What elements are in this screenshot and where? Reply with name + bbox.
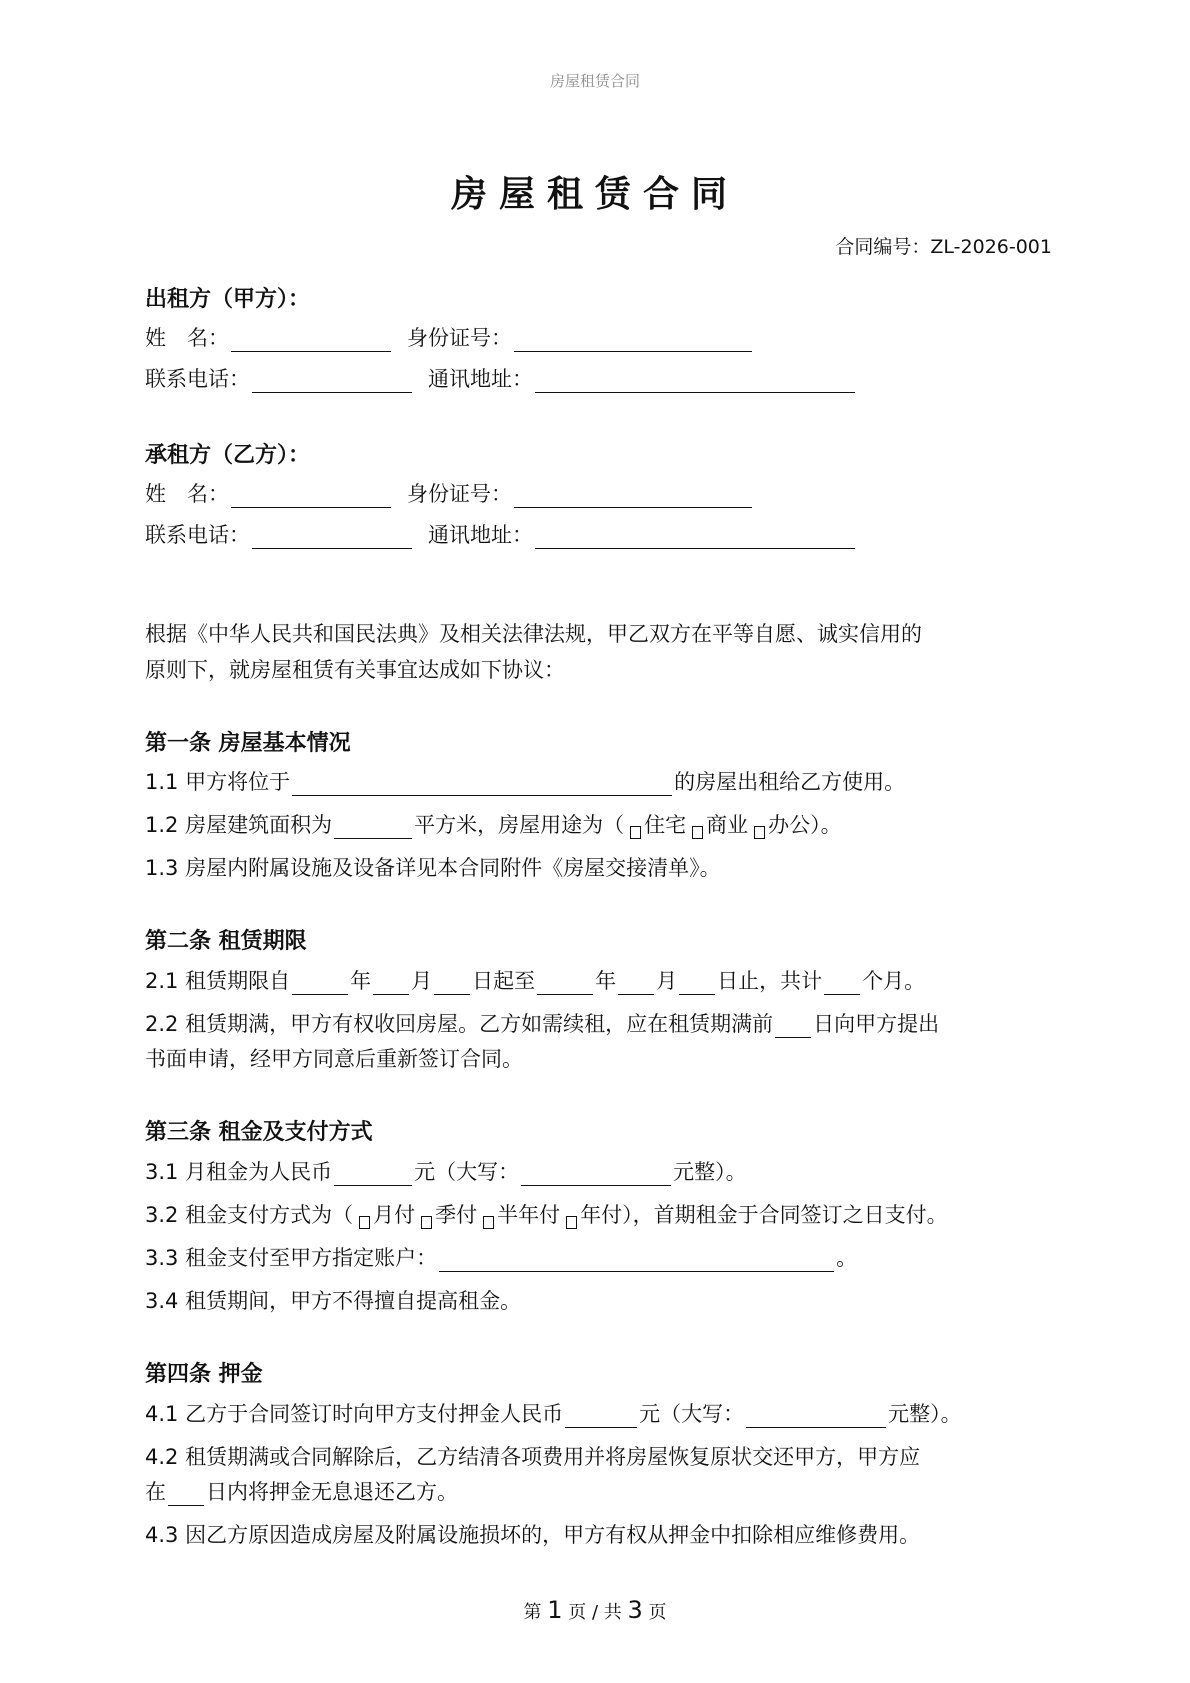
article-4-heading: 第四条 押金 [145,1362,263,1387]
term-months-field[interactable] [824,974,860,995]
month-label: 月 [656,969,678,993]
month-label: 月 [411,969,433,993]
lessee-phone-field[interactable] [252,528,412,549]
clause-3-1-text-c: 元整）。 [673,1160,747,1184]
clause-4-1-text-b: 元（大写： [639,1402,745,1426]
lessor-phone-field[interactable] [252,372,412,393]
end-month-field[interactable] [618,974,654,995]
contract-number: 合同编号：ZL-2026-001 [835,236,1052,258]
lessor-id-label: 身份证号： [407,326,512,350]
clause-1-1 [145,766,905,796]
lessor-name-label: 姓 名： [145,326,229,350]
renewal-days-field[interactable] [775,1017,811,1038]
lessor-address-label: 通讯地址： [428,367,533,391]
clause-3-1-text-a: 3.1 月租金为人民币 [145,1160,333,1184]
current-page-number: 1 [547,1596,563,1624]
checkbox-office[interactable] [754,826,765,839]
clause-3-4: 3.4 租赁期间，甲方不得擅自提高租金。 [145,1289,522,1313]
clause-3-3 [145,1242,857,1272]
property-location-field[interactable] [292,775,672,796]
clause-3-2-text-b: ），首期租金于合同签订之日支付。 [622,1203,948,1227]
article-2-heading: 第二条 租赁期限 [145,929,307,954]
start-year-field[interactable] [292,974,348,995]
year-label: 年 [350,969,372,993]
clause-2-2-text-a: 2.2 租赁期满，甲方有权收回房屋。乙方如需续租，应在租赁期满前 [145,1012,774,1036]
checkbox-residential[interactable] [630,826,641,839]
lessor-id-field[interactable] [514,331,752,352]
checkbox-monthly[interactable] [359,1216,370,1229]
lessor-name-field[interactable] [231,331,391,352]
end-year-field[interactable] [537,974,593,995]
clause-3-2-text-a: 3.2 租金支付方式为（ [145,1203,354,1227]
clause-4-1 [145,1398,962,1428]
lessor-name-row [145,322,754,352]
clause-2-1-text-d: 个月。 [862,969,926,993]
clause-2-1-text-c: 日止，共计 [717,969,823,993]
checkbox-semiannual[interactable] [483,1216,494,1229]
clause-1-1-text-a: 1.1 甲方将位于 [145,770,291,794]
article-3-heading: 第三条 租金及支付方式 [145,1120,373,1145]
clause-2-2-cont: 书面申请，经甲方同意后重新签订合同。 [145,1047,523,1071]
lessee-name-label: 姓 名： [145,482,229,506]
option-residential-label: 住宅 [644,813,687,837]
clause-3-2 [145,1199,948,1229]
page-header: 房屋租赁合同 [549,72,640,90]
clause-2-2 [145,1008,939,1038]
option-monthly-label: 月付 [373,1203,416,1227]
deposit-words-field[interactable] [746,1407,886,1428]
checkbox-annual[interactable] [566,1216,577,1229]
checkbox-quarterly[interactable] [421,1216,432,1229]
lessor-phone-label: 联系电话： [145,367,250,391]
lessee-contact-row [145,519,857,549]
intro-line-1: 根据《中华人民共和国民法典》及相关法律法规，甲乙双方在平等自愿、诚实信用的 [145,622,922,646]
lessee-id-label: 身份证号： [407,482,512,506]
lessee-id-field[interactable] [514,487,752,508]
option-quarterly-label: 季付 [435,1203,478,1227]
clause-2-1-text-a: 2.1 租赁期限自 [145,969,291,993]
clause-1-3: 1.3 房屋内附属设施及设备详见本合同附件《房屋交接清单》。 [145,856,721,880]
option-office-label: 办公 [768,813,811,837]
clause-3-1 [145,1156,747,1186]
clause-4-2-cont [145,1476,458,1506]
lessee-address-field[interactable] [535,528,855,549]
clause-4-2: 4.2 租赁期满或合同解除后，乙方结清各项费用并将房屋恢复原状交还甲方，甲方应 [145,1445,921,1469]
clause-4-2-text-c: 日内将押金无息退还乙方。 [206,1480,458,1504]
page-footer [0,1596,1190,1624]
clause-3-1-text-b: 元（大写： [414,1160,520,1184]
refund-days-field[interactable] [168,1485,204,1506]
option-commercial-label: 商业 [706,813,749,837]
article-1-heading: 第一条 房屋基本情况 [145,731,351,756]
clause-1-2-text-c: ）。 [810,813,842,837]
monthly-rent-field[interactable] [334,1165,412,1186]
footer-suffix: 页 [648,1602,667,1623]
lessee-name-field[interactable] [231,487,391,508]
lessee-name-row [145,478,754,508]
clause-1-2-text-b: 平方米，房屋用途为（ [414,813,625,837]
lessee-address-label: 通讯地址： [428,523,533,547]
clause-2-2-text-b: 日向甲方提出 [813,1012,940,1036]
clause-4-1-text-c: 元整）。 [888,1402,962,1426]
document-title: 房屋租赁合同 [450,174,739,215]
clause-3-3-text-a: 3.3 租金支付至甲方指定账户： [145,1246,438,1270]
start-day-field[interactable] [434,974,470,995]
end-day-field[interactable] [679,974,715,995]
footer-prefix: 第 [523,1602,542,1623]
lessor-heading: 出租方（甲方）： [145,287,311,312]
clause-2-1-text-b: 日起至 [472,969,536,993]
monthly-rent-words-field[interactable] [521,1165,671,1186]
clause-1-2 [145,809,842,839]
lessor-address-field[interactable] [535,372,855,393]
clause-4-2-text-b: 在 [145,1480,166,1504]
option-annual-label: 年付 [580,1203,623,1227]
clause-3-3-text-b: 。 [836,1246,858,1270]
clause-4-3: 4.3 因乙方原因造成房屋及附属设施损坏的，甲方有权从押金中扣除相应维修费用。 [145,1523,921,1547]
checkbox-commercial[interactable] [692,826,703,839]
deposit-amount-field[interactable] [565,1407,637,1428]
start-month-field[interactable] [373,974,409,995]
footer-mid: 页 / 共 [568,1602,622,1623]
floor-area-field[interactable] [334,818,412,839]
lessee-phone-label: 联系电话： [145,523,250,547]
clause-2-1 [145,965,925,995]
year-label: 年 [595,969,617,993]
lessor-contact-row [145,363,857,393]
clause-1-1-text-b: 的房屋出租给乙方使用。 [674,770,906,794]
total-page-number: 3 [627,1596,643,1624]
lessee-heading: 承租方（乙方）： [145,443,311,468]
intro-line-2: 原则下，就房屋租赁有关事宜达成如下协议： [145,658,565,682]
clause-1-2-text-a: 1.2 房屋建筑面积为 [145,813,333,837]
clause-4-1-text-a: 4.1 乙方于合同签订时向甲方支付押金人民币 [145,1402,564,1426]
account-field[interactable] [439,1251,834,1272]
option-semiannual-label: 半年付 [497,1203,561,1227]
